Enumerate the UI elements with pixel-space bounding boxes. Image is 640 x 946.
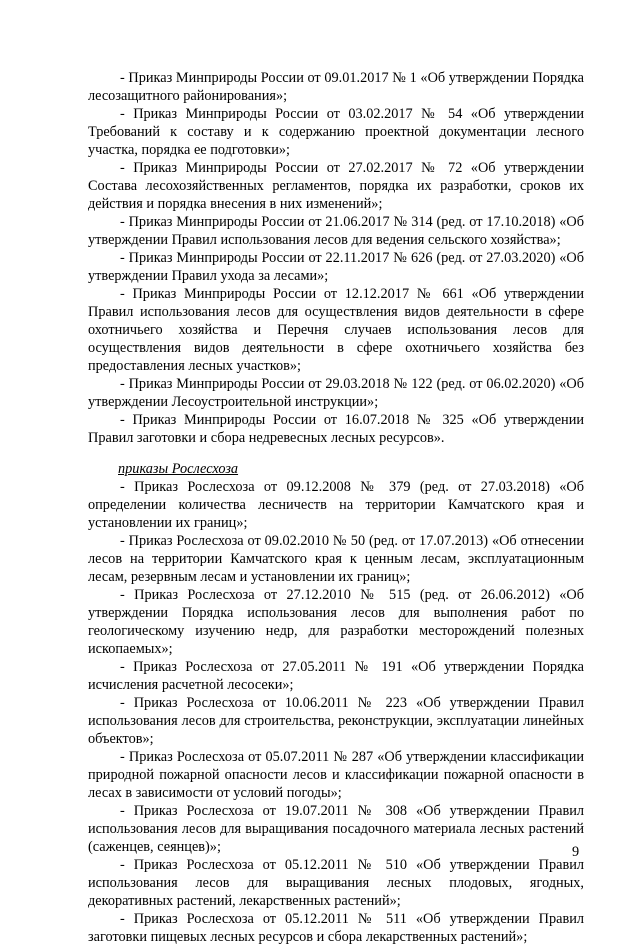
order-item: - Приказ Рослесхоза от 09.02.2010 № 50 (ред. от 17.07.2013) «Об отнесении лесов на территории Камчатского края к ценным лесам, эксплуатационным лесам, резервным лесам и установлении их границ»; bbox=[88, 533, 584, 585]
order-item: - Приказ Рослесхоза от 10.06.2011 № 223 «Об утверждении Правил использования лесов для строительства, реконструкции, эксплуатации линейных объектов»; bbox=[88, 695, 584, 747]
order-item: - Приказ Минприроды России от 09.01.2017 № 1 «Об утверждении Порядка лесозащитного районирования»; bbox=[88, 70, 584, 104]
order-item: - Приказ Рослесхоза от 19.07.2011 № 308 «Об утверждении Правил использования лесов для выращивания посадочного материала лесных растений (саженцев, сеянцев)»; bbox=[88, 803, 584, 855]
order-item: - Приказ Рослесхоза от 27.05.2011 № 191 «Об утверждении Порядка исчисления расчетной лесосеки»; bbox=[88, 659, 584, 693]
section-heading-rosleskhoz: приказы Рослесхоза bbox=[118, 461, 239, 477]
order-item: - Приказ Рослесхоза от 05.07.2011 № 287 «Об утверждении классификации природной пожарной опасности лесов и классификации пожарной опасности в лесах в зависимости от условий погоды»; bbox=[88, 749, 584, 801]
order-item: - Приказ Минприроды России от 16.07.2018 № 325 «Об утверждении Правил заготовки и сбора недревесных лесных ресурсов». bbox=[88, 412, 584, 446]
order-item: - Приказ Рослесхоза от 05.12.2011 № 511 «Об утверждении Правил заготовки пищевых лесных ресурсов и сбора лекарственных растений»; bbox=[88, 911, 584, 945]
order-item: - Приказ Рослесхоза от 09.12.2008 № 379 (ред. от 27.03.2018) «Об определении количества лесничеств на территории Камчатского края и установлении их границ»; bbox=[88, 479, 584, 531]
order-item: - Приказ Минприроды России от 03.02.2017 № 54 «Об утверждении Требований к составу и к содержанию проектной документации лесного участка, порядка ее подготовки»; bbox=[88, 106, 584, 158]
order-item: - Приказ Минприроды России от 27.02.2017 № 72 «Об утверждении Состава лесохозяйственных регламентов, порядка их разработки, сроков их действия и порядка внесения в них изменений»; bbox=[88, 160, 584, 212]
page-number: 9 bbox=[572, 844, 580, 860]
order-item: - Приказ Минприроды России от 22.11.2017 № 626 (ред. от 27.03.2020) «Об утверждении Правил ухода за лесами»; bbox=[88, 250, 584, 284]
order-item: - Приказ Минприроды России от 21.06.2017 № 314 (ред. от 17.10.2018) «Об утверждении Правил использования лесов для ведения сельского хозяйства»; bbox=[88, 214, 584, 248]
order-item: - Приказ Минприроды России от 29.03.2018 № 122 (ред. от 06.02.2020) «Об утверждении Лесоустроительной инструкции»; bbox=[88, 376, 584, 410]
order-item: - Приказ Рослесхоза от 05.12.2011 № 510 «Об утверждении Правил использования лесов для выращивания лесных плодовых, ягодных, декоративных растений, лекарственных растений»; bbox=[88, 857, 584, 909]
document-body bbox=[88, 69, 584, 946]
order-item: - Приказ Минприроды России от 12.12.2017 № 661 «Об утверждении Правил использования лесов для осуществления видов деятельности в сфере охотничьего хозяйства и Перечня случаев использования лесов для осуществления видов деятельности в сфере охотничьего хозяйства без предоставления лесных участков»; bbox=[88, 286, 584, 374]
order-item: - Приказ Рослесхоза от 27.12.2010 № 515 (ред. от 26.06.2012) «Об утверждении Порядка использования лесов для выполнения работ по геологическому изучению недр, для разработки месторождений полезных ископаемых»; bbox=[88, 587, 584, 657]
